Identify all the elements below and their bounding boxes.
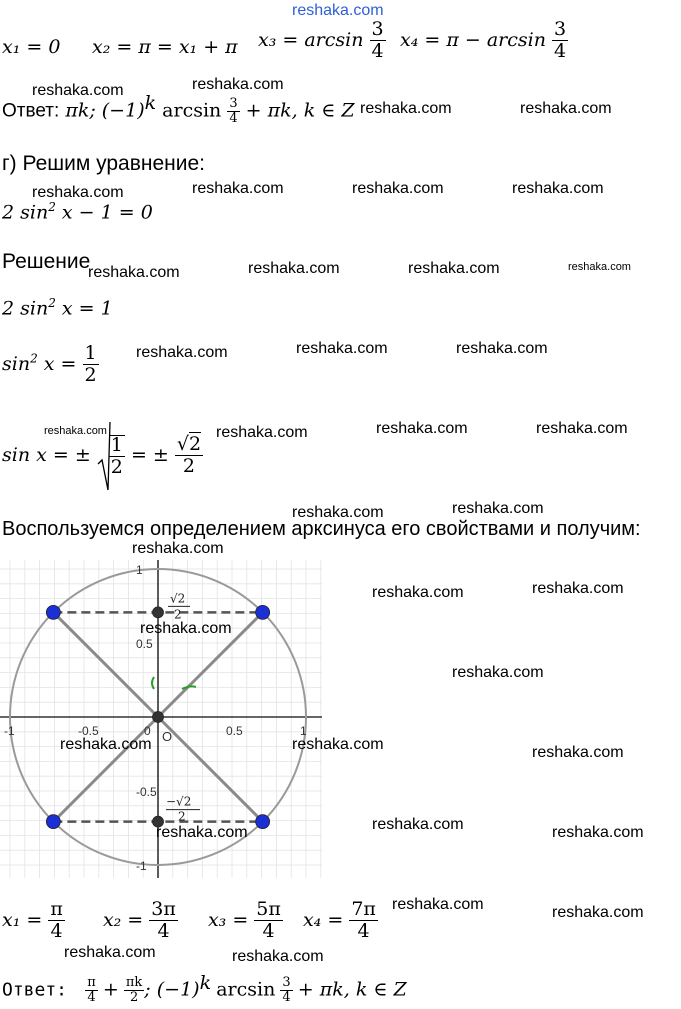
watermark[interactable]: reshaka.com	[452, 664, 544, 681]
frac-num: 3π	[151, 898, 176, 920]
watermark[interactable]: reshaka.com	[140, 620, 232, 637]
frac-den: 2	[124, 990, 144, 1005]
answer2-frac1	[85, 976, 98, 1005]
watermark[interactable]: reshaka.com	[292, 736, 384, 753]
watermark[interactable]: reshaka.com	[520, 100, 612, 117]
watermark[interactable]: reshaka.com	[376, 420, 468, 437]
answer2-power: k	[199, 972, 212, 994]
root-label-x2: x₂ =	[102, 908, 144, 931]
section-heading: г) Решим уравнение:	[2, 152, 205, 175]
root-label-x4: x₄ =	[302, 908, 344, 931]
root-label-x1: x₁ =	[2, 908, 43, 931]
y-tick-label: -1	[136, 859, 147, 873]
x-tick-label: 1	[300, 724, 307, 738]
watermark[interactable]: reshaka.com	[568, 261, 631, 273]
step1-rest: x = 1	[61, 297, 113, 320]
watermark[interactable]: reshaka.com	[536, 420, 628, 437]
answer-part1: πk; (−1)	[65, 99, 145, 122]
watermark[interactable]: reshaka.com	[44, 425, 107, 437]
arcsine-sentence: Воспользуемся определением арксинуса его свойствами и получим:	[2, 518, 641, 540]
data-point	[256, 815, 270, 829]
frac-num: 3	[371, 18, 384, 40]
watermark[interactable]: reshaka.com	[88, 264, 180, 281]
answer2-label: Ответ:	[2, 979, 68, 1001]
frac-den: 2	[84, 363, 97, 386]
watermark[interactable]: reshaka.com	[512, 180, 604, 197]
sqrt-inner-fraction	[109, 435, 125, 478]
bottom-value-label-num: −√2	[166, 794, 192, 809]
origin-label: O	[162, 729, 173, 744]
answer2-tail: + πk, k ∈ Z	[297, 978, 407, 1001]
answer2-frac2	[124, 976, 144, 1005]
frac-den: 4	[254, 920, 283, 942]
watermark[interactable]: reshaka.com	[296, 340, 388, 357]
frac-num: 7π	[351, 898, 376, 920]
x-tick-label: -1	[4, 724, 15, 738]
answer-power: k	[144, 92, 157, 114]
frac-num: 3	[229, 95, 238, 111]
frac-den: 2	[175, 455, 203, 477]
watermark[interactable]: reshaka.com	[532, 580, 624, 597]
watermark[interactable]: reshaka.com	[136, 344, 228, 361]
root-fraction-x3	[254, 900, 283, 942]
watermark[interactable]: reshaka.com	[192, 180, 284, 197]
root-x3	[258, 20, 386, 62]
y-tick-label: 1	[136, 563, 143, 577]
answer2-frac3	[280, 976, 292, 1005]
frac-num: π	[87, 975, 96, 991]
answer-arcsin: arcsin	[162, 99, 222, 122]
x-tick-label: 0	[144, 724, 151, 738]
frac-num: 3	[282, 975, 291, 991]
step-2	[2, 344, 99, 386]
frac-den: 4	[371, 39, 384, 62]
bottom-value-label-den: 2	[178, 809, 186, 824]
answer2-part: ; (−1)	[144, 978, 200, 1001]
answer2-plus: +	[102, 978, 119, 1001]
root-fraction-x1	[48, 900, 65, 942]
data-point	[153, 607, 164, 618]
step1-sin: 2 sin	[2, 297, 49, 320]
watermark[interactable]: reshaka.com	[156, 824, 248, 841]
eq-rest: x − 1 = 0	[61, 201, 153, 224]
root-x4	[400, 20, 568, 62]
frac-den: 4	[553, 39, 567, 62]
frac-den: 4	[349, 920, 378, 942]
watermark[interactable]: reshaka.com	[32, 82, 124, 99]
watermark[interactable]: reshaka.com	[292, 504, 384, 521]
frac-num: πk	[125, 975, 143, 991]
frac-den: 4	[149, 920, 178, 942]
watermark[interactable]: reshaka.com	[456, 340, 548, 357]
watermark-top[interactable]: reshaka.com	[292, 2, 384, 19]
answer-2	[2, 972, 407, 1005]
frac-num: 5π	[256, 898, 281, 920]
data-point	[46, 815, 60, 829]
frac-num: 3	[553, 18, 567, 40]
watermark[interactable]: reshaka.com	[60, 736, 152, 753]
equation	[2, 200, 153, 223]
data-point	[153, 712, 164, 723]
root-x1: x₁ = 0	[2, 36, 61, 58]
frac-den: 4	[48, 920, 65, 942]
step3-mid: = ±	[130, 444, 169, 466]
watermark[interactable]: reshaka.com	[192, 76, 284, 93]
step1-power: 2	[48, 296, 56, 310]
y-tick-label: 0.5	[136, 637, 153, 651]
root-x2: x₂ = π = x₁ + π	[92, 36, 238, 58]
step2-fraction	[83, 344, 99, 386]
root-label-x3: x₃ =	[207, 908, 249, 931]
y-tick-label: -0.5	[136, 785, 157, 799]
watermark[interactable]: reshaka.com	[360, 100, 452, 117]
step-1	[2, 296, 113, 319]
watermark[interactable]: reshaka.com	[532, 744, 624, 761]
x-tick-label: 0.5	[226, 724, 243, 738]
root-x4-prefix: x₄ = π − arcsin	[400, 28, 546, 51]
data-point	[46, 605, 60, 619]
top-value-label-num: √2	[170, 591, 186, 606]
watermark[interactable]: reshaka.com	[248, 260, 340, 277]
frac-num: π	[50, 898, 63, 920]
watermark[interactable]: reshaka.com	[352, 180, 444, 197]
sqrt-num: 2	[188, 433, 202, 456]
answer-tail: + πk, k ∈ Z	[245, 99, 355, 122]
root-x3-prefix: x₃ = arcsin	[258, 28, 364, 51]
x-tick-label: -0.5	[78, 724, 99, 738]
frac-den: 4	[85, 990, 98, 1005]
watermark[interactable]: reshaka.com	[132, 540, 224, 557]
data-point	[256, 605, 270, 619]
root-fraction-x2	[149, 900, 178, 942]
watermark[interactable]: reshaka.com	[392, 896, 484, 913]
watermark[interactable]: reshaka.com	[552, 824, 644, 841]
fraction-3-4	[552, 20, 568, 62]
watermark[interactable]: reshaka.com	[408, 260, 500, 277]
step3-lhs: sin x = ±	[2, 444, 91, 466]
frac-den: 4	[282, 990, 291, 1005]
root-fraction-x4	[349, 900, 378, 942]
solution-label: Решение	[2, 250, 91, 273]
step2-power: 2	[30, 351, 38, 366]
watermark[interactable]: reshaka.com	[372, 816, 464, 833]
watermark[interactable]: reshaka.com	[32, 184, 124, 201]
watermark[interactable]: reshaka.com	[372, 584, 464, 601]
watermark[interactable]: reshaka.com	[232, 948, 324, 965]
frac-num: 1	[110, 433, 123, 456]
top-value-label-den: 2	[174, 607, 182, 622]
step3-result-fraction: $\frac{√2}{2}$	[176, 433, 202, 478]
answer-fraction	[227, 97, 239, 126]
step2-sin: sin	[2, 352, 31, 375]
answer-label: Ответ:	[2, 100, 60, 122]
roots-line	[2, 900, 378, 942]
frac-num: 1	[84, 342, 97, 364]
frac-den: 2	[110, 455, 123, 478]
watermark[interactable]: reshaka.com	[64, 944, 156, 961]
answer2-arcsin: arcsin	[216, 978, 276, 1001]
angle-mark-left	[152, 677, 154, 689]
watermark[interactable]: reshaka.com	[216, 424, 308, 441]
frac-den: 4	[229, 110, 238, 126]
eq-sin: 2 sin	[2, 201, 49, 224]
fraction-3-4	[370, 20, 386, 62]
watermark[interactable]: reshaka.com	[552, 904, 644, 921]
eq-power: 2	[48, 200, 56, 214]
step2-rest: x =	[43, 352, 77, 375]
watermark[interactable]: reshaka.com	[452, 500, 544, 517]
